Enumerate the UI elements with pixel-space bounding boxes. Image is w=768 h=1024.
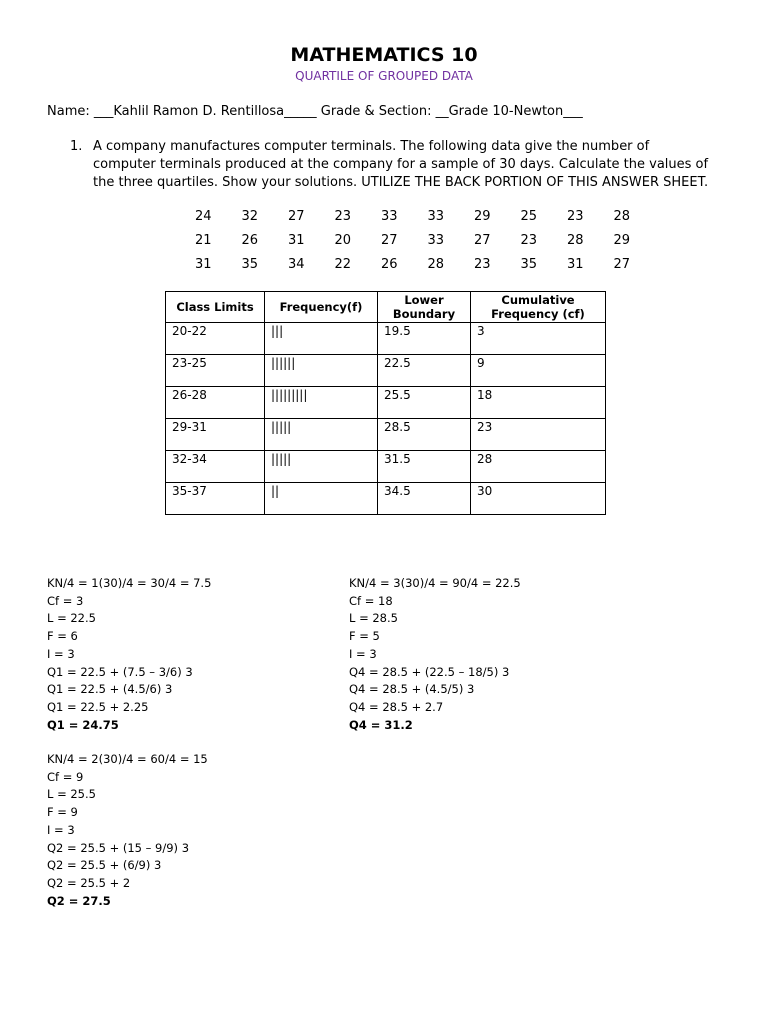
frequency-table [165, 291, 606, 515]
raw-data-value: 25 [520, 209, 538, 224]
solution-line: Q2 = 25.5 + 2 [47, 875, 131, 890]
header-frequency: Frequency(f) [265, 292, 378, 323]
solution-line: Q1 = 22.5 + (7.5 – 3/6) 3 [47, 664, 193, 679]
raw-data-value: 31 [287, 233, 305, 248]
cell-class-limits: 26-28 [166, 387, 265, 419]
cell-frequency: || [265, 483, 378, 515]
raw-data-value: 27 [473, 233, 491, 248]
header-class-limits: Class Limits [166, 292, 265, 323]
raw-data-row [180, 232, 645, 256]
raw-data-value: 35 [520, 257, 538, 272]
question-text: A company manufactures computer terminals. The following data give the number of computer terminals produced at the company for a sample of 30 days. Calculate the values of the three quartiles. Show your solutions. UTILIZE THE BACK PORTION OF THIS ANSWER SHEET. [93, 139, 709, 190]
solution-line: I = 3 [349, 646, 377, 661]
raw-data-row [180, 208, 645, 232]
raw-data-value: 23 [334, 209, 352, 224]
cell-class-limits: 32-34 [166, 451, 265, 483]
raw-data-value: 27 [613, 257, 631, 272]
solution-line: I = 3 [47, 822, 75, 837]
raw-data-value: 23 [566, 209, 584, 224]
solution-line: F = 9 [47, 805, 78, 820]
raw-data-value: 28 [566, 233, 584, 248]
cell-class-limits: 29-31 [166, 419, 265, 451]
solution-answer: Q1 = 24.75 [47, 717, 119, 732]
solution-line: I = 3 [47, 646, 75, 661]
name-grade-line: Name: ___Kahlil Ramon D. Rentillosa_____ Grade & Section: __Grade 10-Newton___ [47, 104, 583, 119]
raw-data-value: 27 [287, 209, 305, 224]
solution-line: KN/4 = 3(30)/4 = 90/4 = 22.5 [349, 576, 521, 590]
table-row [166, 483, 606, 515]
raw-data-value: 21 [194, 233, 212, 248]
raw-data-value: 28 [613, 209, 631, 224]
solution-line: Q1 = 22.5 + 2.25 [47, 699, 149, 714]
cell-lower-boundary: 19.5 [378, 323, 471, 355]
raw-data-value: 34 [287, 257, 305, 272]
cell-lower-boundary: 31.5 [378, 451, 471, 483]
solution-line: F = 5 [349, 629, 380, 644]
cell-class-limits: 23-25 [166, 355, 265, 387]
question-1 [70, 138, 710, 192]
cell-cumulative-frequency: 3 [471, 323, 606, 355]
solution-line: Q2 = 25.5 + (15 – 9/9) 3 [47, 840, 190, 855]
page-title: MATHEMATICS 10 [290, 44, 478, 66]
page-subtitle: QUARTILE OF GROUPED DATA [295, 69, 473, 83]
solution-q1 [47, 575, 211, 734]
solution-line: Q4 = 28.5 + (22.5 – 18/5) 3 [349, 664, 510, 679]
solution-q2 [47, 751, 208, 910]
solution-line: Cf = 3 [47, 593, 84, 608]
cell-lower-boundary: 22.5 [378, 355, 471, 387]
solution-line: L = 28.5 [349, 611, 398, 626]
cell-frequency: ||||| [265, 451, 378, 483]
solution-line: KN/4 = 1(30)/4 = 30/4 = 7.5 [47, 576, 212, 590]
table-row [166, 387, 606, 419]
solution-line: F = 6 [47, 629, 78, 644]
raw-data-value: 26 [241, 233, 259, 248]
cell-cumulative-frequency: 30 [471, 483, 606, 515]
cell-cumulative-frequency: 18 [471, 387, 606, 419]
raw-data-value: 26 [380, 257, 398, 272]
cell-cumulative-frequency: 9 [471, 355, 606, 387]
raw-data-value: 35 [241, 257, 259, 272]
solution-line: L = 22.5 [47, 611, 96, 626]
raw-data-value: 31 [566, 257, 584, 272]
table-row [166, 419, 606, 451]
solution-line: Cf = 18 [349, 593, 393, 608]
header-cumulative-frequency: Cumulative Frequency (cf) [471, 292, 606, 323]
cell-lower-boundary: 34.5 [378, 483, 471, 515]
raw-data-value: 29 [473, 209, 491, 224]
solution-answer: Q4 = 31.2 [349, 717, 413, 732]
raw-data-value: 31 [194, 257, 212, 272]
cell-class-limits: 20-22 [166, 323, 265, 355]
raw-data-value: 33 [427, 209, 445, 224]
raw-data-value: 27 [380, 233, 398, 248]
raw-data-value: 28 [427, 257, 445, 272]
cell-frequency: |||||| [265, 355, 378, 387]
solution-line: L = 25.5 [47, 787, 96, 802]
question-number: 1. [70, 139, 83, 154]
cell-frequency: ||| [265, 323, 378, 355]
solution-line: Q2 = 25.5 + (6/9) 3 [47, 858, 162, 873]
solution-line: KN/4 = 2(30)/4 = 60/4 = 15 [47, 752, 208, 766]
cell-lower-boundary: 25.5 [378, 387, 471, 419]
raw-data-value: 22 [334, 257, 352, 272]
solution-line: Q4 = 28.5 + 2.7 [349, 699, 444, 714]
solution-line: Q4 = 28.5 + (4.5/5) 3 [349, 682, 475, 697]
raw-data-value: 29 [613, 233, 631, 248]
cell-lower-boundary: 28.5 [378, 419, 471, 451]
solution-line: Cf = 9 [47, 769, 84, 784]
header-lower-boundary: Lower Boundary [378, 292, 471, 323]
cell-cumulative-frequency: 23 [471, 419, 606, 451]
cell-cumulative-frequency: 28 [471, 451, 606, 483]
raw-data-grid [180, 208, 645, 280]
cell-class-limits: 35-37 [166, 483, 265, 515]
raw-data-value: 20 [334, 233, 352, 248]
solution-line: Q1 = 22.5 + (4.5/6) 3 [47, 682, 173, 697]
solution-q4 [349, 575, 521, 734]
raw-data-value: 33 [380, 209, 398, 224]
raw-data-value: 33 [427, 233, 445, 248]
raw-data-row [180, 256, 645, 280]
table-row [166, 451, 606, 483]
table-row [166, 355, 606, 387]
raw-data-value: 32 [241, 209, 259, 224]
raw-data-value: 24 [194, 209, 212, 224]
raw-data-value: 23 [520, 233, 538, 248]
raw-data-value: 23 [473, 257, 491, 272]
table-row [166, 323, 606, 355]
cell-frequency: ||||||||| [265, 387, 378, 419]
solution-answer: Q2 = 27.5 [47, 893, 111, 908]
cell-frequency: ||||| [265, 419, 378, 451]
table-header-row [166, 292, 606, 323]
